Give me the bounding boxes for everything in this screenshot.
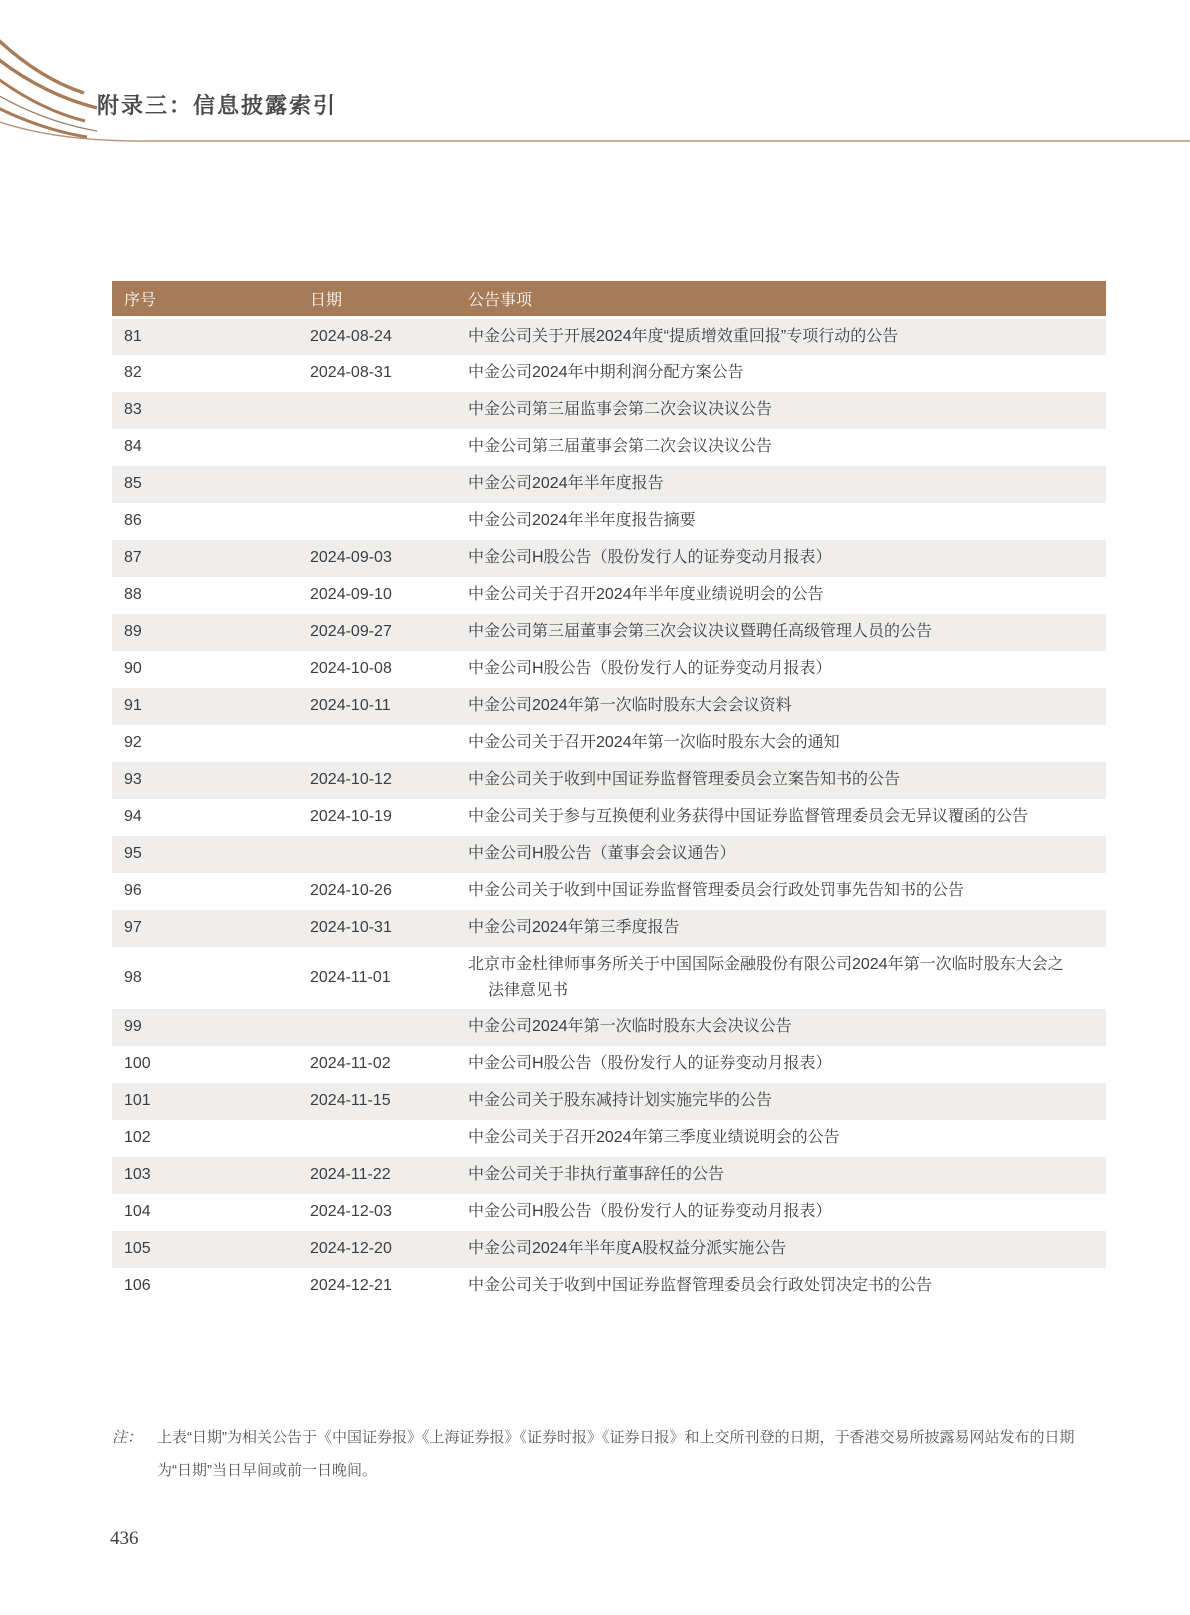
table-row [112,910,1106,947]
cell-title: 中金公司H股公告（股份发行人的证券变动月报表） [468,540,1106,577]
table-row [112,614,1106,651]
cell-date [302,1120,468,1157]
table-row [112,725,1106,762]
page-title: 附录三：信息披露索引 [97,93,338,118]
cell-title: 中金公司H股公告（董事会会议通告） [468,836,1106,873]
cell-title: 中金公司关于收到中国证券监督管理委员会行政处罚决定书的公告 [468,1277,933,1294]
cell-date: 2024-10-26 [310,882,392,899]
cell-no: 94 [124,808,142,825]
cell-title: 中金公司2024年中期利润分配方案公告 [468,364,744,381]
cell-title: 中金公司关于收到中国证券监督管理委员会行政处罚事先告知书的公告 [468,882,965,899]
cell-no: 99 [112,1009,302,1046]
header-rule [0,120,1190,141]
cell-date: 2024-10-12 [302,762,468,799]
cell-title: 中金公司关于召开2024年第三季度业绩说明会的公告 [468,1129,840,1146]
arc-thin-1 [0,93,97,131]
cell-date: 2024-12-03 [310,1203,392,1220]
column-header-date: 日期 [302,281,468,317]
cell-date [302,429,468,466]
disclosure-table [112,281,1106,1305]
cell-date: 2024-08-24 [302,317,468,355]
cell-no: 93 [112,762,302,799]
cell-date: 2024-10-11 [302,688,468,725]
cell-date: 2024-10-08 [310,660,392,677]
cell-title: 中金公司第三届董事会第二次会议决议公告 [468,438,773,455]
column-header-subject: 公告事项 [468,281,1106,317]
cell-date: 2024-09-10 [310,586,392,603]
table-header [112,281,1106,317]
cell-no: 82 [124,364,142,381]
cell-title: 中金公司2024年第一次临时股东大会决议公告 [468,1009,1106,1046]
table-row [112,1231,1106,1268]
arc-thick-4 [0,106,87,137]
table-row [112,392,1106,429]
cell-title: 中金公司关于召开2024年半年度业绩说明会的公告 [468,586,824,603]
table-row [112,317,1106,355]
cell-no: 85 [112,466,302,503]
cell-title: 北京市金杜律师事务所关于中国国际金融股份有限公司2024年第一次临时股东大会之法律意见书 [468,955,1064,999]
cell-date: 2024-08-31 [310,364,392,381]
cell-title: 中金公司关于股东减持计划实施完毕的公告 [468,1083,1106,1120]
table-row [112,1157,1106,1194]
cell-date: 2024-10-19 [310,808,392,825]
cell-no: 83 [112,392,302,429]
column-header-no: 序号 [112,281,302,317]
footnote-text: 上表“日期”为相关公告于《中国证券报》《上海证券报》《证券时报》《证券日报》和上交所刊登的日期，于香港交易所披露易网站发布的日期为“日期”当日早间或前一日晚间。 [157,1429,1075,1479]
cell-no: 95 [112,836,302,873]
cell-date: 2024-11-15 [302,1083,468,1120]
cell-title: 中金公司关于参与互换便利业务获得中国证券监督管理委员会无异议覆函的公告 [468,808,1029,825]
cell-no: 101 [112,1083,302,1120]
table-row [112,836,1106,873]
cell-title: 中金公司关于召开2024年第一次临时股东大会的通知 [468,734,840,751]
cell-date: 2024-12-20 [302,1231,468,1268]
cell-title: 中金公司2024年半年度报告 [468,466,1106,503]
table-row [112,466,1106,503]
corner-arcs-decoration [0,0,1190,170]
cell-title: 中金公司H股公告（股份发行人的证券变动月报表） [468,1203,832,1220]
table-row [112,1268,1106,1305]
cell-date [302,503,468,540]
cell-date: 2024-12-21 [310,1277,392,1294]
arc-thick-2 [0,56,97,108]
table-container [112,281,1106,1305]
footnote-label: 注： [112,1429,143,1446]
cell-date [302,1009,468,1046]
cell-no: 86 [124,512,142,529]
arc-thick-1 [0,36,84,93]
table-row [112,503,1106,540]
cell-no: 92 [124,734,142,751]
table-row [112,947,1106,1009]
cell-date: 2024-11-01 [310,968,391,986]
cell-title: 中金公司H股公告（股份发行人的证券变动月报表） [468,660,832,677]
table-row [112,1046,1106,1083]
table-row [112,799,1106,836]
cell-no: 87 [112,540,302,577]
cell-title: 中金公司关于非执行董事辞任的公告 [468,1157,1106,1194]
cell-no: 104 [124,1203,151,1220]
cell-no: 98 [124,968,142,986]
cell-title: 中金公司关于收到中国证券监督管理委员会立案告知书的公告 [468,762,1106,799]
cell-no: 91 [112,688,302,725]
cell-no: 88 [124,586,142,603]
cell-title: 中金公司第三届董事会第三次会议决议暨聘任高级管理人员的公告 [468,614,1106,651]
cell-no: 89 [112,614,302,651]
table-header-row [112,281,1106,317]
table-row [112,688,1106,725]
table-row [112,577,1106,614]
cell-no: 90 [124,660,142,677]
cell-date: 2024-11-02 [310,1055,391,1072]
table-row [112,429,1106,466]
cell-title: 中金公司2024年半年度A股权益分派实施公告 [468,1231,1106,1268]
cell-title: 中金公司2024年第三季度报告 [468,910,1106,947]
table-row [112,1194,1106,1231]
table-row [112,355,1106,392]
footnote [112,1421,1096,1487]
cell-date: 2024-09-27 [302,614,468,651]
cell-title: 中金公司第三届监事会第二次会议决议公告 [468,392,1106,429]
cell-no: 105 [112,1231,302,1268]
cell-no: 97 [112,910,302,947]
table-row [112,651,1106,688]
table-row [112,762,1106,799]
cell-date [302,466,468,503]
page-number: 436 [110,1528,139,1549]
cell-title: 中金公司2024年半年度报告摘要 [468,512,696,529]
cell-no: 100 [124,1055,151,1072]
table-row [112,540,1106,577]
cell-title: 中金公司2024年第一次临时股东大会会议资料 [468,688,1106,725]
cell-no: 81 [112,317,302,355]
cell-no: 102 [124,1129,151,1146]
table-row [112,1083,1106,1120]
cell-no: 84 [124,438,142,455]
table-row [112,873,1106,910]
cell-date [302,392,468,429]
cell-title: 中金公司H股公告（股份发行人的证券变动月报表） [468,1055,832,1072]
cell-date [302,836,468,873]
cell-no: 103 [112,1157,302,1194]
cell-date: 2024-11-22 [302,1157,468,1194]
cell-date: 2024-10-31 [302,910,468,947]
cell-title: 中金公司关于开展2024年度“提质增效重回报”专项行动的公告 [468,317,1106,355]
table-row [112,1009,1106,1046]
cell-date: 2024-09-03 [302,540,468,577]
cell-no: 96 [124,882,142,899]
cell-no: 106 [124,1277,151,1294]
table-body [112,317,1106,1305]
table-row [112,1120,1106,1157]
cell-date [302,725,468,762]
